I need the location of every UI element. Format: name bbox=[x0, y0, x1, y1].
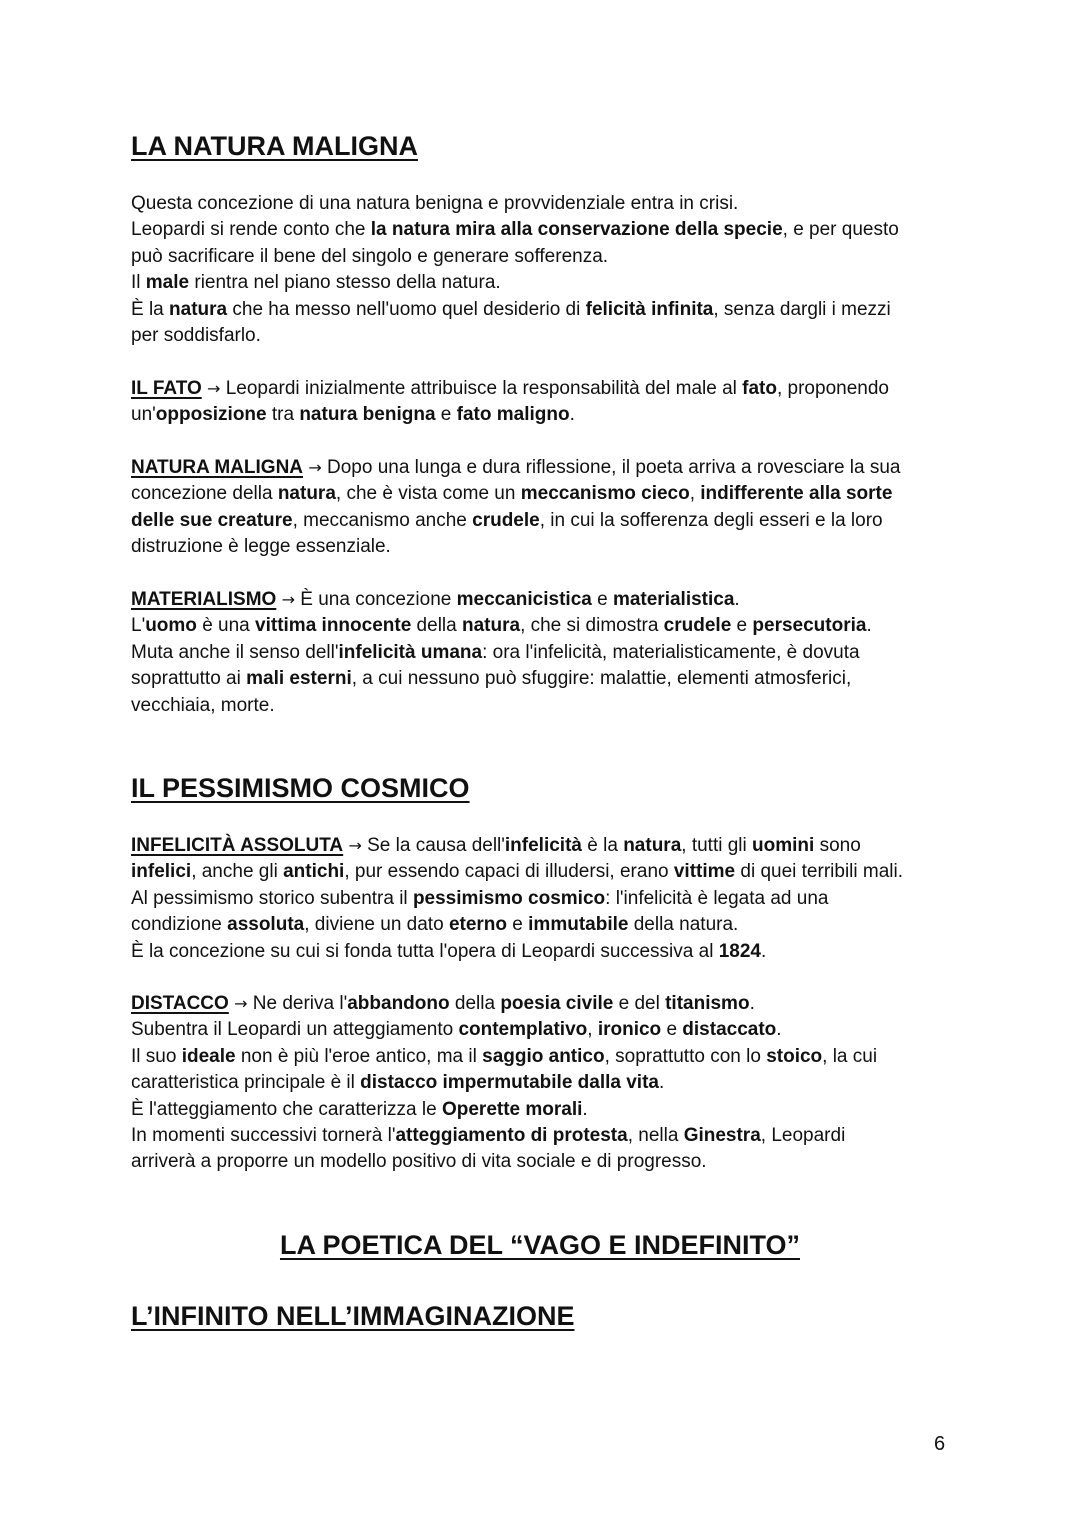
text-run: Muta anche il senso dell' bbox=[131, 641, 339, 663]
text-line bbox=[131, 666, 971, 692]
text-run: e del bbox=[613, 993, 666, 1014]
text-run: , tutti gli bbox=[681, 835, 753, 856]
text-run: vecchiaia, morte. bbox=[131, 694, 275, 716]
text-run: e bbox=[435, 404, 457, 426]
arrow-icon: → bbox=[348, 836, 362, 855]
text-run: , anche gli bbox=[191, 861, 284, 883]
text-run: . bbox=[734, 589, 740, 610]
text-run: , senza dargli i mezzi bbox=[713, 298, 891, 320]
text-line bbox=[131, 912, 971, 938]
text-run: Al pessimismo storico subentra il bbox=[131, 887, 413, 909]
bold-text: fato maligno bbox=[456, 404, 570, 426]
text-run: , bbox=[587, 1019, 598, 1041]
text-run: caratteristica principale è il bbox=[131, 1072, 361, 1094]
bold-text: infelici bbox=[131, 861, 192, 883]
text-line bbox=[131, 640, 971, 666]
text-line bbox=[131, 1017, 971, 1043]
bold-text: pessimismo cosmico bbox=[412, 887, 606, 909]
keyword-label: IL FATO bbox=[131, 378, 202, 399]
bold-text: assoluta bbox=[227, 914, 305, 936]
text-run: è una bbox=[196, 615, 256, 637]
text-run: e bbox=[731, 615, 753, 637]
text-line bbox=[131, 587, 971, 613]
text-run: è la bbox=[581, 835, 624, 856]
bold-text: vittima innocente bbox=[255, 615, 412, 637]
text-line bbox=[131, 534, 971, 560]
text-run: È la concezione su cui si fonda tutta l'opera di Leopardi successiva al bbox=[131, 940, 719, 962]
text-run: distruzione è legge essenziale. bbox=[131, 536, 391, 558]
keyword-label: NATURA MALIGNA bbox=[131, 457, 304, 478]
bold-text: poesia civile bbox=[500, 993, 614, 1014]
text-run: È l'atteggiamento che caratterizza le bbox=[131, 1098, 442, 1120]
text-line bbox=[131, 859, 971, 885]
text-run: tra bbox=[266, 404, 300, 426]
text-run: soprattutto ai bbox=[131, 668, 247, 690]
text-line bbox=[131, 244, 971, 270]
text-run: , bbox=[689, 483, 701, 505]
page-number: 6 bbox=[934, 1433, 946, 1455]
text-run: . bbox=[569, 404, 575, 426]
text-run: della bbox=[411, 615, 462, 637]
bold-text: uomini bbox=[752, 835, 815, 856]
text-run: che ha messo nell'uomo quel desiderio di bbox=[227, 298, 586, 320]
keyword-label: DISTACCO bbox=[131, 993, 229, 1014]
bold-text: crudele bbox=[663, 615, 732, 637]
text-line bbox=[131, 693, 971, 719]
text-line bbox=[131, 1070, 971, 1096]
text-run: concezione della bbox=[131, 483, 278, 505]
bold-text: felicità infinita bbox=[585, 298, 714, 320]
text-run: , soprattutto con lo bbox=[604, 1045, 767, 1067]
text-run: . bbox=[760, 940, 767, 962]
bold-text: eterno bbox=[448, 914, 508, 936]
paragraph-materialismo bbox=[131, 587, 971, 719]
text-line bbox=[131, 886, 971, 912]
text-run: Se la causa dell' bbox=[361, 835, 505, 856]
text-run: di quei terribili mali. bbox=[735, 861, 904, 883]
bold-text: immutabile bbox=[528, 914, 629, 936]
text-run: , e per questo bbox=[782, 219, 899, 241]
text-line bbox=[131, 191, 971, 217]
text-line bbox=[131, 455, 971, 481]
text-line bbox=[131, 217, 971, 243]
bold-text: natura bbox=[277, 483, 336, 505]
text-run: Leopardi si rende conto che bbox=[131, 219, 371, 241]
text-run: Ne deriva l' bbox=[247, 993, 348, 1014]
bold-text: indifferente alla sorte bbox=[700, 483, 893, 505]
keyword-label: INFELICITÀ ASSOLUTA bbox=[131, 835, 344, 856]
bold-text: mali esterni bbox=[246, 668, 352, 690]
bold-text: antichi bbox=[283, 861, 345, 883]
text-run: , che è vista come un bbox=[335, 483, 521, 505]
bold-text: Ginestra bbox=[683, 1124, 761, 1146]
bold-text: titanismo bbox=[665, 993, 750, 1014]
bold-text: ideale bbox=[181, 1045, 236, 1067]
bold-text: abbandono bbox=[347, 993, 450, 1014]
text-run: della bbox=[449, 993, 501, 1014]
bold-text: crudele bbox=[472, 509, 540, 531]
bold-text: fato bbox=[742, 378, 777, 399]
text-run: , nella bbox=[627, 1124, 684, 1146]
text-run: Il bbox=[131, 272, 146, 294]
text-run: . bbox=[866, 615, 872, 637]
arrow-icon: → bbox=[207, 379, 221, 398]
text-run: , la cui bbox=[822, 1045, 878, 1067]
text-line bbox=[131, 1149, 971, 1175]
bold-text: natura bbox=[623, 835, 682, 856]
text-run: , diviene un dato bbox=[304, 914, 449, 936]
text-run: Subentra il Leopardi un atteggiamento bbox=[131, 1019, 459, 1041]
text-run: della natura. bbox=[628, 914, 739, 936]
bold-text: uomo bbox=[145, 615, 197, 637]
bold-text: stoico bbox=[766, 1045, 823, 1067]
text-run: , pur essendo capaci di illudersi, erano bbox=[344, 861, 674, 883]
text-run: un' bbox=[131, 404, 156, 426]
text-run: arriverà a proporre un modello positivo di vita sociale e di progresso. bbox=[131, 1151, 707, 1173]
keyword-label: MATERIALISMO bbox=[131, 589, 277, 610]
text-run: sono bbox=[814, 835, 861, 856]
text-line bbox=[131, 1044, 971, 1070]
text-line bbox=[131, 270, 971, 296]
text-run: . bbox=[749, 993, 755, 1014]
bold-text: infelicità bbox=[504, 835, 582, 856]
text-run: È una concezione bbox=[295, 589, 457, 610]
bold-text: materialistica bbox=[612, 589, 735, 610]
text-line bbox=[131, 939, 971, 965]
text-line bbox=[131, 323, 971, 349]
subsection-title: L’INFINITO NELL’IMMAGINAZIONE bbox=[131, 1301, 575, 1331]
bold-text: delle sue creature bbox=[131, 509, 293, 531]
section-title-natura-maligna: LA NATURA MALIGNA bbox=[131, 131, 418, 161]
text-run: . bbox=[582, 1098, 588, 1120]
bold-text: contemplativo bbox=[458, 1019, 588, 1041]
text-run: . bbox=[776, 1019, 782, 1041]
text-run: per soddisfarlo. bbox=[131, 324, 261, 346]
text-run: e bbox=[591, 589, 613, 610]
bold-text: atteggiamento di protesta bbox=[395, 1124, 628, 1146]
text-run: può sacrificare il bene del singolo e generare sofferenza. bbox=[131, 245, 609, 267]
bold-text: meccanicistica bbox=[456, 589, 592, 610]
text-run: Il suo bbox=[131, 1045, 182, 1067]
bold-text: opposizione bbox=[155, 404, 267, 426]
text-line bbox=[131, 402, 971, 428]
paragraph-natura-maligna bbox=[131, 455, 971, 561]
chapter-title: LA POETICA DEL “VAGO E INDEFINITO” bbox=[279, 1230, 801, 1260]
text-line bbox=[131, 833, 971, 859]
text-run: È la bbox=[131, 298, 170, 320]
text-line bbox=[131, 376, 971, 402]
arrow-icon: → bbox=[281, 590, 295, 609]
paragraph-natura-crisi bbox=[131, 191, 971, 349]
text-run: e bbox=[507, 914, 529, 936]
text-run: e bbox=[661, 1019, 683, 1041]
arrow-icon: → bbox=[308, 458, 322, 477]
bold-text: natura bbox=[169, 298, 228, 320]
bold-text: meccanismo cieco bbox=[520, 483, 690, 505]
bold-text: distaccato bbox=[682, 1019, 777, 1041]
text-run: Leopardi inizialmente attribuisce la responsabilità del male al bbox=[220, 378, 743, 399]
text-run: , meccanismo anche bbox=[292, 509, 473, 531]
bold-text: saggio antico bbox=[482, 1045, 605, 1067]
section-title-pessimismo-cosmico: IL PESSIMISMO COSMICO bbox=[131, 773, 470, 803]
text-run: : ora l'infelicità, materialisticamente, è dovuta bbox=[482, 641, 860, 663]
bold-text: male bbox=[145, 272, 190, 294]
text-run: , a cui nessuno può sfuggire: malattie, elementi atmosferici, bbox=[351, 668, 852, 690]
bold-text: 1824 bbox=[718, 940, 761, 962]
text-run: : l'infelicità è legata ad una bbox=[605, 887, 829, 909]
text-run: non è più l'eroe antico, ma il bbox=[235, 1045, 483, 1067]
arrow-icon: → bbox=[234, 994, 248, 1013]
bold-text: persecutoria bbox=[752, 615, 867, 637]
paragraph-il-fato bbox=[131, 376, 971, 429]
text-run: condizione bbox=[131, 914, 228, 936]
text-run: , che si dimostra bbox=[520, 615, 664, 637]
text-line bbox=[131, 297, 971, 323]
bold-text: infelicità umana bbox=[338, 641, 483, 663]
bold-text: natura bbox=[461, 615, 521, 637]
bold-text: la natura mira alla conservazione della specie bbox=[370, 219, 783, 241]
paragraph-infelicita-assoluta bbox=[131, 833, 971, 965]
bold-text: Operette morali bbox=[441, 1098, 583, 1120]
text-run: Dopo una lunga e dura riflessione, il poeta arriva a rovesciare la sua bbox=[321, 457, 901, 478]
text-line bbox=[131, 1123, 971, 1149]
text-line bbox=[131, 991, 971, 1017]
text-run: In momenti successivi tornerà l' bbox=[131, 1124, 396, 1146]
bold-text: vittime bbox=[673, 861, 736, 883]
bold-text: distacco impermutabile dalla vita bbox=[360, 1072, 659, 1094]
text-run: , Leopardi bbox=[760, 1124, 846, 1146]
text-line bbox=[131, 1097, 971, 1123]
text-run: Questa concezione di una natura benigna e provvidenziale entra in crisi. bbox=[131, 193, 739, 214]
text-line bbox=[131, 508, 971, 534]
text-run: . bbox=[658, 1072, 665, 1094]
text-run: L' bbox=[131, 615, 146, 637]
text-run: rientra nel piano stesso della natura. bbox=[189, 272, 501, 294]
text-line bbox=[131, 481, 971, 507]
paragraph-distacco bbox=[131, 991, 971, 1176]
text-run: , in cui la sofferenza degli esseri e la loro bbox=[539, 509, 883, 531]
bold-text: natura benigna bbox=[299, 404, 436, 426]
text-run: , proponendo bbox=[776, 378, 889, 399]
bold-text: ironico bbox=[597, 1019, 662, 1041]
text-line bbox=[131, 613, 971, 639]
